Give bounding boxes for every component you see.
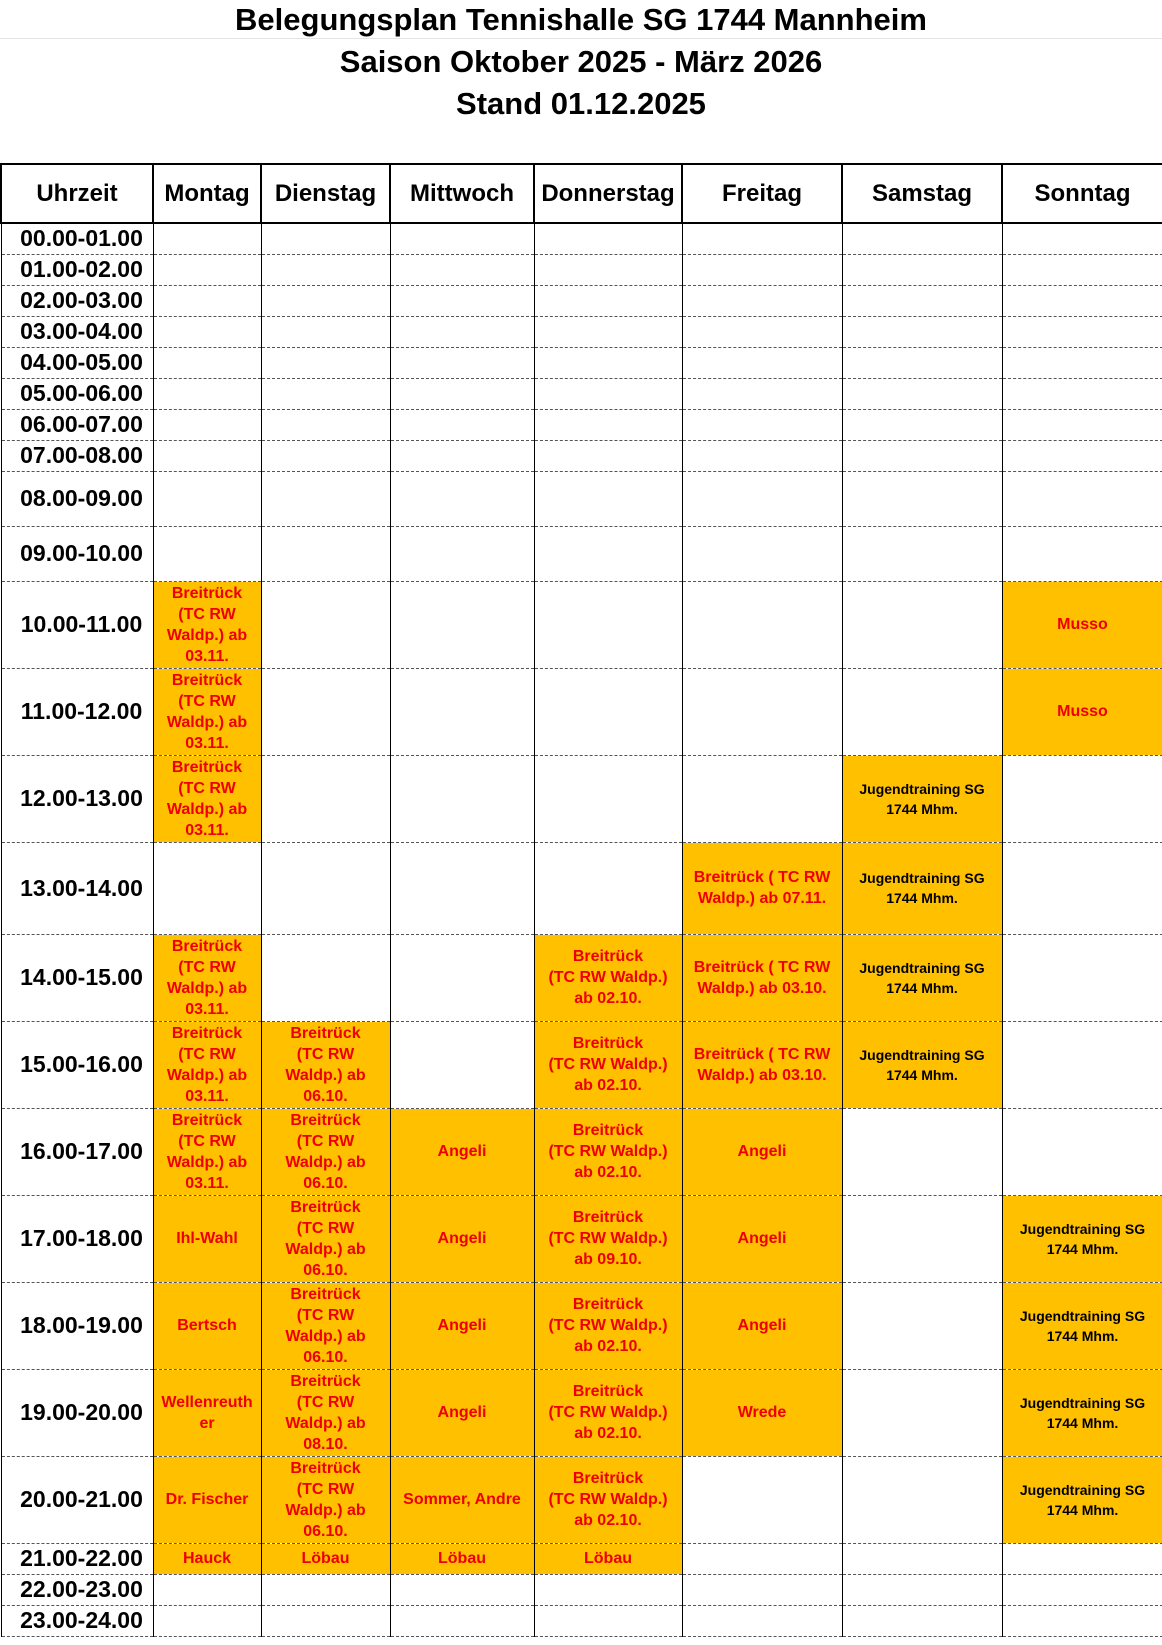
cell-tuesday bbox=[261, 1605, 390, 1636]
cell-saturday bbox=[842, 755, 1002, 842]
cell-monday bbox=[153, 347, 261, 378]
cell-thursday bbox=[534, 1605, 682, 1636]
cell-monday bbox=[153, 668, 261, 755]
cell-saturday bbox=[842, 409, 1002, 440]
cell-sunday bbox=[1002, 668, 1162, 755]
booking-entry: Breitrück (TC RW Waldp.) ab 08.10. bbox=[285, 1372, 366, 1453]
cell-sunday bbox=[1002, 1574, 1162, 1605]
cell-tuesday bbox=[261, 316, 390, 347]
booking-entry: Ihl-Wahl bbox=[176, 1230, 238, 1247]
cell-thursday bbox=[534, 934, 682, 1021]
cell-sunday bbox=[1002, 581, 1162, 668]
table-row bbox=[1, 254, 1162, 285]
time-slot-label: 21.00-22.00 bbox=[1, 1543, 153, 1574]
cell-friday bbox=[682, 1021, 842, 1108]
cell-saturday bbox=[842, 668, 1002, 755]
booking-entry: Musso bbox=[1057, 703, 1108, 720]
table-row bbox=[1, 1021, 1162, 1108]
cell-tuesday bbox=[261, 934, 390, 1021]
time-slot-label: 09.00-10.00 bbox=[1, 526, 153, 581]
divider bbox=[0, 38, 1162, 39]
cell-friday bbox=[682, 581, 842, 668]
cell-wednesday bbox=[390, 1021, 534, 1108]
cell-thursday bbox=[534, 254, 682, 285]
cell-sunday bbox=[1002, 1543, 1162, 1574]
booking-entry: Angeli bbox=[437, 1143, 487, 1160]
cell-tuesday bbox=[261, 254, 390, 285]
cell-tuesday bbox=[261, 440, 390, 471]
status-date: Stand 01.12.2025 bbox=[456, 86, 706, 121]
cell-thursday bbox=[534, 1282, 682, 1369]
cell-thursday bbox=[534, 1021, 682, 1108]
table-row bbox=[1, 755, 1162, 842]
cell-sunday bbox=[1002, 842, 1162, 934]
time-slot-label: 22.00-23.00 bbox=[1, 1574, 153, 1605]
cell-sunday bbox=[1002, 223, 1162, 254]
cell-tuesday bbox=[261, 1543, 390, 1574]
cell-friday bbox=[682, 1605, 842, 1636]
booking-entry: Breitrück (TC RW Waldp.) ab 06.10. bbox=[285, 1459, 366, 1540]
cell-sunday bbox=[1002, 378, 1162, 409]
time-slot-label: 16.00-17.00 bbox=[1, 1108, 153, 1195]
cell-friday bbox=[682, 1574, 842, 1605]
time-slot-label: 03.00-04.00 bbox=[1, 316, 153, 347]
cell-wednesday bbox=[390, 1282, 534, 1369]
booking-entry: Löbau bbox=[438, 1550, 486, 1567]
cell-friday bbox=[682, 1369, 842, 1456]
table-row bbox=[1, 842, 1162, 934]
cell-monday bbox=[153, 409, 261, 440]
booking-entry: Musso bbox=[1057, 616, 1108, 633]
cell-monday bbox=[153, 440, 261, 471]
cell-sunday bbox=[1002, 1369, 1162, 1456]
cell-friday bbox=[682, 755, 842, 842]
table-row bbox=[1, 1282, 1162, 1369]
booking-entry: Angeli bbox=[437, 1317, 487, 1334]
cell-sunday bbox=[1002, 1021, 1162, 1108]
booking-entry: Breitrück ( TC RW Waldp.) ab 03.10. bbox=[693, 1045, 831, 1084]
cell-thursday bbox=[534, 526, 682, 581]
cell-monday bbox=[153, 254, 261, 285]
booking-entry: Jugendtraining SG 1744 Mhm. bbox=[859, 780, 985, 817]
booking-entry: Wrede bbox=[737, 1404, 787, 1421]
cell-sunday bbox=[1002, 755, 1162, 842]
cell-saturday bbox=[842, 316, 1002, 347]
cell-wednesday bbox=[390, 526, 534, 581]
booking-entry: Jugendtraining SG 1744 Mhm. bbox=[1019, 1220, 1146, 1257]
cell-sunday bbox=[1002, 1195, 1162, 1282]
table-row bbox=[1, 1605, 1162, 1636]
time-slot-label: 02.00-03.00 bbox=[1, 285, 153, 316]
header-sunday: Sonntag bbox=[1002, 164, 1162, 223]
cell-monday bbox=[153, 1456, 261, 1543]
cell-sunday bbox=[1002, 1456, 1162, 1543]
booking-entry: Breitrück (TC RW Waldp.) ab 03.11. bbox=[166, 584, 248, 665]
table-row bbox=[1, 1543, 1162, 1574]
header-monday: Montag bbox=[153, 164, 261, 223]
booking-entry: Breitrück (TC RW Waldp.) ab 06.10. bbox=[285, 1285, 366, 1366]
cell-thursday bbox=[534, 668, 682, 755]
cell-monday bbox=[153, 842, 261, 934]
cell-tuesday bbox=[261, 1282, 390, 1369]
booking-entry: Angeli bbox=[437, 1230, 487, 1247]
table-row bbox=[1, 471, 1162, 526]
cell-tuesday bbox=[261, 1574, 390, 1605]
cell-monday bbox=[153, 471, 261, 526]
booking-entry: Jugendtraining SG 1744 Mhm. bbox=[1019, 1307, 1146, 1344]
cell-tuesday bbox=[261, 471, 390, 526]
cell-thursday bbox=[534, 440, 682, 471]
cell-saturday bbox=[842, 526, 1002, 581]
cell-tuesday bbox=[261, 378, 390, 409]
cell-tuesday bbox=[261, 347, 390, 378]
time-slot-label: 06.00-07.00 bbox=[1, 409, 153, 440]
booking-entry: Bertsch bbox=[177, 1317, 237, 1334]
table-row bbox=[1, 440, 1162, 471]
cell-wednesday bbox=[390, 471, 534, 526]
cell-wednesday bbox=[390, 378, 534, 409]
cell-saturday bbox=[842, 1195, 1002, 1282]
cell-saturday bbox=[842, 471, 1002, 526]
table-row bbox=[1, 1574, 1162, 1605]
booking-entry: Breitrück (TC RW Waldp.) ab 06.10. bbox=[285, 1198, 366, 1279]
cell-thursday bbox=[534, 316, 682, 347]
cell-friday bbox=[682, 526, 842, 581]
cell-monday bbox=[153, 1021, 261, 1108]
cell-thursday bbox=[534, 842, 682, 934]
cell-thursday bbox=[534, 223, 682, 254]
cell-wednesday bbox=[390, 1574, 534, 1605]
cell-wednesday bbox=[390, 668, 534, 755]
cell-saturday bbox=[842, 223, 1002, 254]
booking-entry: Löbau bbox=[584, 1550, 632, 1567]
cell-tuesday bbox=[261, 581, 390, 668]
booking-entry: Jugendtraining SG 1744 Mhm. bbox=[859, 1046, 985, 1083]
booking-entry: Breitrück (TC RW Waldp.) ab 06.10. bbox=[285, 1024, 366, 1105]
table-row bbox=[1, 223, 1162, 254]
time-slot-label: 00.00-01.00 bbox=[1, 223, 153, 254]
cell-saturday bbox=[842, 1574, 1002, 1605]
table-body bbox=[1, 223, 1162, 1636]
table-row bbox=[1, 1195, 1162, 1282]
table-row bbox=[1, 347, 1162, 378]
cell-thursday bbox=[534, 1369, 682, 1456]
cell-saturday bbox=[842, 1605, 1002, 1636]
cell-wednesday bbox=[390, 316, 534, 347]
cell-thursday bbox=[534, 581, 682, 668]
cell-wednesday bbox=[390, 285, 534, 316]
cell-monday bbox=[153, 1543, 261, 1574]
cell-sunday bbox=[1002, 285, 1162, 316]
cell-wednesday bbox=[390, 1605, 534, 1636]
cell-wednesday bbox=[390, 223, 534, 254]
booking-entry: Angeli bbox=[737, 1317, 787, 1334]
cell-monday bbox=[153, 755, 261, 842]
booking-entry: Breitrück ( TC RW Waldp.) ab 03.10. bbox=[693, 958, 831, 997]
cell-tuesday bbox=[261, 668, 390, 755]
booking-entry: Breitrück (TC RW Waldp.) ab 02.10. bbox=[548, 1296, 668, 1355]
booking-entry: Breitrück (TC RW Waldp.) ab 03.11. bbox=[166, 758, 248, 839]
time-slot-label: 08.00-09.00 bbox=[1, 471, 153, 526]
cell-saturday bbox=[842, 1456, 1002, 1543]
time-slot-label: 12.00-13.00 bbox=[1, 755, 153, 842]
booking-entry: Breitrück (TC RW Waldp.) ab 03.11. bbox=[166, 671, 248, 752]
cell-sunday bbox=[1002, 440, 1162, 471]
cell-wednesday bbox=[390, 581, 534, 668]
season-subtitle: Saison Oktober 2025 - März 2026 bbox=[339, 44, 823, 79]
cell-sunday bbox=[1002, 316, 1162, 347]
table-row bbox=[1, 934, 1162, 1021]
booking-entry: Jugendtraining SG 1744 Mhm. bbox=[1019, 1481, 1146, 1518]
cell-saturday bbox=[842, 347, 1002, 378]
cell-wednesday bbox=[390, 755, 534, 842]
table-row bbox=[1, 581, 1162, 668]
cell-saturday bbox=[842, 1021, 1002, 1108]
time-slot-label: 20.00-21.00 bbox=[1, 1456, 153, 1543]
cell-wednesday bbox=[390, 1456, 534, 1543]
title-block bbox=[0, 0, 1162, 160]
table-row bbox=[1, 1369, 1162, 1456]
time-slot-label: 23.00-24.00 bbox=[1, 1605, 153, 1636]
booking-entry: Jugendtraining SG 1744 Mhm. bbox=[1019, 1394, 1146, 1431]
booking-entry: Löbau bbox=[301, 1550, 350, 1567]
cell-tuesday bbox=[261, 526, 390, 581]
cell-thursday bbox=[534, 285, 682, 316]
cell-thursday bbox=[534, 378, 682, 409]
cell-monday bbox=[153, 526, 261, 581]
cell-friday bbox=[682, 347, 842, 378]
booking-entry: Breitrück (TC RW Waldp.) ab 02.10. bbox=[548, 1470, 668, 1529]
cell-wednesday bbox=[390, 1195, 534, 1282]
cell-friday bbox=[682, 316, 842, 347]
cell-saturday bbox=[842, 285, 1002, 316]
cell-tuesday bbox=[261, 842, 390, 934]
cell-monday bbox=[153, 1369, 261, 1456]
cell-monday bbox=[153, 1605, 261, 1636]
time-slot-label: 13.00-14.00 bbox=[1, 842, 153, 934]
header-wednesday: Mittwoch bbox=[390, 164, 534, 223]
time-slot-label: 05.00-06.00 bbox=[1, 378, 153, 409]
booking-entry: Sommer, Andre bbox=[403, 1491, 521, 1508]
cell-tuesday bbox=[261, 409, 390, 440]
booking-entry: Hauck bbox=[182, 1550, 232, 1567]
cell-sunday bbox=[1002, 526, 1162, 581]
cell-tuesday bbox=[261, 1195, 390, 1282]
header-saturday: Samstag bbox=[842, 164, 1002, 223]
cell-monday bbox=[153, 1282, 261, 1369]
cell-sunday bbox=[1002, 1282, 1162, 1369]
time-slot-label: 17.00-18.00 bbox=[1, 1195, 153, 1282]
booking-entry: Breitrück (TC RW Waldp.) ab 06.10. bbox=[285, 1111, 366, 1192]
cell-tuesday bbox=[261, 755, 390, 842]
cell-friday bbox=[682, 934, 842, 1021]
cell-friday bbox=[682, 378, 842, 409]
booking-entry: Breitrück (TC RW Waldp.) ab 02.10. bbox=[548, 948, 668, 1007]
cell-sunday bbox=[1002, 347, 1162, 378]
booking-entry: Breitrück (TC RW Waldp.) ab 03.11. bbox=[166, 1111, 248, 1192]
cell-saturday bbox=[842, 1108, 1002, 1195]
table-row bbox=[1, 409, 1162, 440]
page-title: Belegungsplan Tennishalle SG 1744 Mannheim bbox=[235, 2, 927, 37]
cell-wednesday bbox=[390, 254, 534, 285]
cell-sunday bbox=[1002, 254, 1162, 285]
cell-wednesday bbox=[390, 409, 534, 440]
cell-tuesday bbox=[261, 1456, 390, 1543]
time-slot-label: 04.00-05.00 bbox=[1, 347, 153, 378]
table-row bbox=[1, 526, 1162, 581]
cell-saturday bbox=[842, 842, 1002, 934]
cell-thursday bbox=[534, 409, 682, 440]
booking-entry: Breitrück (TC RW Waldp.) ab 03.11. bbox=[166, 937, 248, 1018]
cell-saturday bbox=[842, 440, 1002, 471]
cell-friday bbox=[682, 223, 842, 254]
cell-thursday bbox=[534, 471, 682, 526]
booking-entry: Breitrück ( TC RW Waldp.) ab 07.11. bbox=[693, 869, 831, 907]
cell-thursday bbox=[534, 1195, 682, 1282]
cell-monday bbox=[153, 316, 261, 347]
table-row bbox=[1, 316, 1162, 347]
cell-monday bbox=[153, 1574, 261, 1605]
cell-tuesday bbox=[261, 285, 390, 316]
cell-monday bbox=[153, 1108, 261, 1195]
cell-saturday bbox=[842, 254, 1002, 285]
booking-entry: Breitrück (TC RW Waldp.) ab 09.10. bbox=[548, 1209, 668, 1268]
cell-wednesday bbox=[390, 440, 534, 471]
cell-sunday bbox=[1002, 471, 1162, 526]
booking-entry: Wellenreuth er bbox=[161, 1393, 253, 1432]
time-slot-label: 10.00-11.00 bbox=[1, 581, 153, 668]
cell-wednesday bbox=[390, 934, 534, 1021]
cell-friday bbox=[682, 254, 842, 285]
cell-monday bbox=[153, 1195, 261, 1282]
cell-wednesday bbox=[390, 1369, 534, 1456]
cell-thursday bbox=[534, 347, 682, 378]
booking-entry: Breitrück (TC RW Waldp.) ab 03.11. bbox=[166, 1024, 248, 1105]
cell-sunday bbox=[1002, 409, 1162, 440]
cell-friday bbox=[682, 1456, 842, 1543]
table-row bbox=[1, 285, 1162, 316]
cell-wednesday bbox=[390, 1543, 534, 1574]
booking-entry: Breitrück (TC RW Waldp.) ab 02.10. bbox=[548, 1035, 668, 1094]
cell-thursday bbox=[534, 755, 682, 842]
cell-thursday bbox=[534, 1543, 682, 1574]
header-row bbox=[1, 164, 1162, 223]
time-slot-label: 15.00-16.00 bbox=[1, 1021, 153, 1108]
time-slot-label: 11.00-12.00 bbox=[1, 668, 153, 755]
cell-monday bbox=[153, 934, 261, 1021]
cell-friday bbox=[682, 1108, 842, 1195]
cell-friday bbox=[682, 285, 842, 316]
cell-monday bbox=[153, 378, 261, 409]
cell-saturday bbox=[842, 581, 1002, 668]
header-tuesday: Dienstag bbox=[261, 164, 390, 223]
cell-saturday bbox=[842, 934, 1002, 1021]
booking-entry: Jugendtraining SG 1744 Mhm. bbox=[859, 870, 985, 906]
cell-thursday bbox=[534, 1574, 682, 1605]
cell-tuesday bbox=[261, 1108, 390, 1195]
cell-friday bbox=[682, 1195, 842, 1282]
booking-entry: Dr. Fischer bbox=[165, 1491, 249, 1508]
cell-monday bbox=[153, 223, 261, 254]
booking-entry: Jugendtraining SG 1744 Mhm. bbox=[859, 959, 985, 996]
time-slot-label: 01.00-02.00 bbox=[1, 254, 153, 285]
time-slot-label: 14.00-15.00 bbox=[1, 934, 153, 1021]
cell-wednesday bbox=[390, 1108, 534, 1195]
cell-sunday bbox=[1002, 1108, 1162, 1195]
header-friday: Freitag bbox=[682, 164, 842, 223]
booking-entry: Angeli bbox=[737, 1230, 787, 1247]
time-slot-label: 19.00-20.00 bbox=[1, 1369, 153, 1456]
booking-table bbox=[0, 163, 1162, 1637]
cell-saturday bbox=[842, 1369, 1002, 1456]
time-slot-label: 07.00-08.00 bbox=[1, 440, 153, 471]
table-row bbox=[1, 668, 1162, 755]
cell-saturday bbox=[842, 378, 1002, 409]
cell-wednesday bbox=[390, 842, 534, 934]
cell-friday bbox=[682, 1543, 842, 1574]
cell-friday bbox=[682, 471, 842, 526]
booking-entry: Breitrück (TC RW Waldp.) ab 02.10. bbox=[548, 1122, 668, 1181]
cell-friday bbox=[682, 1282, 842, 1369]
booking-entry: Angeli bbox=[737, 1143, 787, 1160]
cell-monday bbox=[153, 581, 261, 668]
cell-monday bbox=[153, 285, 261, 316]
cell-thursday bbox=[534, 1456, 682, 1543]
table-row bbox=[1, 378, 1162, 409]
cell-tuesday bbox=[261, 1021, 390, 1108]
cell-friday bbox=[682, 842, 842, 934]
table-row bbox=[1, 1456, 1162, 1543]
cell-friday bbox=[682, 440, 842, 471]
cell-friday bbox=[682, 409, 842, 440]
cell-tuesday bbox=[261, 223, 390, 254]
cell-sunday bbox=[1002, 934, 1162, 1021]
cell-tuesday bbox=[261, 1369, 390, 1456]
time-slot-label: 18.00-19.00 bbox=[1, 1282, 153, 1369]
cell-wednesday bbox=[390, 347, 534, 378]
cell-saturday bbox=[842, 1282, 1002, 1369]
table-row bbox=[1, 1108, 1162, 1195]
cell-friday bbox=[682, 668, 842, 755]
header-thursday: Donnerstag bbox=[534, 164, 682, 223]
header-time: Uhrzeit bbox=[1, 164, 153, 223]
booking-entry: Breitrück (TC RW Waldp.) ab 02.10. bbox=[548, 1383, 668, 1442]
cell-sunday bbox=[1002, 1605, 1162, 1636]
cell-thursday bbox=[534, 1108, 682, 1195]
cell-saturday bbox=[842, 1543, 1002, 1574]
booking-entry: Angeli bbox=[437, 1404, 487, 1421]
